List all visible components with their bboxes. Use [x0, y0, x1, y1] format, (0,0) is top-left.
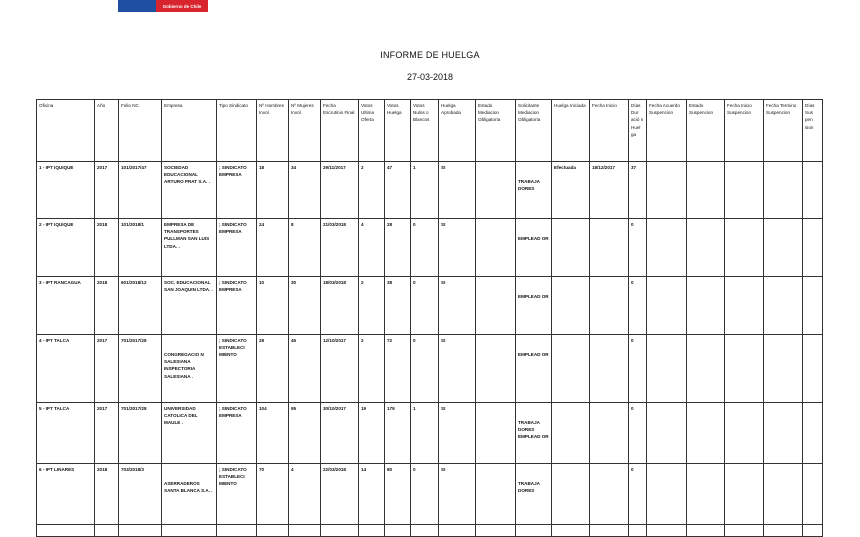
cell-hombres: 24	[257, 219, 289, 277]
cell-dias-duracion: 0	[629, 277, 647, 335]
logo-text: Gobierno de Chile	[162, 3, 202, 9]
cell-fecha-inicio	[590, 335, 629, 403]
cell-votos-huelga: 47	[385, 162, 411, 219]
cell-estado-suspencion	[687, 162, 725, 219]
cell-solicitante-mediacion: EMPLEAD OR	[516, 335, 552, 403]
col-header-mujeres: Nº Mujeres Invol.	[289, 100, 321, 162]
cell-fecha-acuerdo-suspencion	[647, 403, 687, 464]
cell-huelga-aprobada: SI	[439, 219, 476, 277]
col-header-tipo-sindicato: Tipo Sindicato	[217, 100, 257, 162]
cell-solicitante-mediacion: EMPLEAD OR	[516, 277, 552, 335]
cell-empty	[257, 525, 289, 537]
cell-tipo-sindicato: ; SINDICATO EMPRESA	[217, 162, 257, 219]
cell-huelga-aprobada: SI	[439, 335, 476, 403]
cell-oficina: 4 - IPT TALCA	[37, 335, 95, 403]
cell-huelga-iniciada	[552, 219, 590, 277]
col-header-huelga-aprobada: Huelga Aprobada	[439, 100, 476, 162]
cell-votos-nulos: 1	[411, 162, 439, 219]
cell-votos-ultima-oferta: 2	[359, 277, 385, 335]
col-header-fecha-inicio: Fecha Inicio	[590, 100, 629, 162]
cell-ano: 2018	[95, 219, 119, 277]
cell-fecha-acuerdo-suspencion	[647, 219, 687, 277]
cell-empty	[37, 525, 95, 537]
cell-empty	[725, 525, 764, 537]
cell-huelga-iniciada	[552, 403, 590, 464]
cell-fecha-inicio-suspencion	[725, 335, 764, 403]
cell-empresa: UNIVERSIDAD CATOLICA DEL MAULE .	[162, 403, 217, 464]
cell-tipo-sindicato: ; SINDICATO ESTABLECI MIENTO	[217, 464, 257, 525]
cell-empty	[321, 525, 359, 537]
cell-estado-suspencion	[687, 277, 725, 335]
cell-empty	[552, 525, 590, 537]
cell-estado-suspencion	[687, 219, 725, 277]
cell-empty	[359, 525, 385, 537]
cell-fecha-inicio-suspencion	[725, 464, 764, 525]
cell-mujeres: 95	[289, 403, 321, 464]
logo-blue-block	[118, 0, 156, 12]
cell-dias-suspension	[803, 335, 823, 403]
cell-hombres: 10	[257, 277, 289, 335]
cell-empty	[803, 525, 823, 537]
cell-votos-huelga: 179	[385, 403, 411, 464]
cell-ano: 2017	[95, 403, 119, 464]
cell-folio: 701/2017/28	[119, 403, 162, 464]
cell-fecha-termino-suspencion	[764, 219, 803, 277]
cell-votos-huelga: 28	[385, 219, 411, 277]
cell-empty	[687, 525, 725, 537]
table-row	[37, 464, 823, 525]
col-header-solicitante-mediacion: Solicitante Mediacion Obligatoria	[516, 100, 552, 162]
cell-hombres: 28	[257, 335, 289, 403]
cell-folio: 703/2018/3	[119, 464, 162, 525]
cell-fecha-termino-suspencion	[764, 277, 803, 335]
table-row	[37, 335, 823, 403]
cell-votos-nulos: 0	[411, 277, 439, 335]
cell-dias-suspension	[803, 464, 823, 525]
cell-empty	[411, 525, 439, 537]
cell-fecha-escrutinio: 18/03/2018	[321, 277, 359, 335]
cell-estado-suspencion	[687, 403, 725, 464]
table-row	[37, 277, 823, 335]
col-header-huelga-iniciada: Huelga Iniciada	[552, 100, 590, 162]
cell-oficina: 2 - IPT IQUIQUE	[37, 219, 95, 277]
cell-fecha-termino-suspencion	[764, 403, 803, 464]
cell-estado-mediacion	[476, 162, 516, 219]
col-header-fecha-escrutinio: Fecha Escrutinio Final	[321, 100, 359, 162]
cell-empty	[629, 525, 647, 537]
cell-empty	[289, 525, 321, 537]
col-header-empresa: Empresa	[162, 100, 217, 162]
cell-oficina: 1 - IPT IQUIQUE	[37, 162, 95, 219]
cell-estado-mediacion	[476, 277, 516, 335]
cell-mujeres: 34	[289, 162, 321, 219]
cell-fecha-inicio: 18/12/2017	[590, 162, 629, 219]
cell-huelga-iniciada: Efectuada	[552, 162, 590, 219]
cell-fecha-escrutinio: 21/03/2018	[321, 219, 359, 277]
cell-fecha-termino-suspencion	[764, 335, 803, 403]
cell-votos-ultima-oferta: 2	[359, 335, 385, 403]
cell-empresa: SOC. EDUCACIONAL SAN JOAQUIN LTDA. .	[162, 277, 217, 335]
cell-ano: 2018	[95, 277, 119, 335]
col-header-fecha-inicio-suspencion: Fecha Inicio Suspencion	[725, 100, 764, 162]
cell-empty	[95, 525, 119, 537]
cell-empty	[217, 525, 257, 537]
cell-fecha-inicio-suspencion	[725, 403, 764, 464]
cell-votos-huelga: 38	[385, 277, 411, 335]
cell-empty	[476, 525, 516, 537]
cell-mujeres: 8	[289, 219, 321, 277]
cell-empty	[516, 525, 552, 537]
cell-votos-ultima-oferta: 19	[359, 403, 385, 464]
cell-dias-duracion: 0	[629, 403, 647, 464]
cell-fecha-termino-suspencion	[764, 162, 803, 219]
table-row	[37, 403, 823, 464]
cell-estado-suspencion	[687, 335, 725, 403]
cell-ano: 2018	[95, 464, 119, 525]
col-header-votos-huelga: Votos Huelga	[385, 100, 411, 162]
table-row-partial	[37, 525, 823, 537]
cell-empresa: CONGREGACIO N SALESIANA INSPECTORIA SALESIANA .	[162, 335, 217, 403]
cell-tipo-sindicato: ; SINDICATO ESTABLECI MIENTO	[217, 335, 257, 403]
cell-estado-mediacion	[476, 335, 516, 403]
cell-solicitante-mediacion: TRABAJA DORES	[516, 162, 552, 219]
cell-ano: 2017	[95, 162, 119, 219]
cell-fecha-escrutinio: 22/03/2018	[321, 464, 359, 525]
cell-hombres: 18	[257, 162, 289, 219]
table-row	[37, 219, 823, 277]
cell-empresa: ASERRADEROS SANTA BLANCA S.A. .	[162, 464, 217, 525]
cell-tipo-sindicato: ; SINDICATO EMPRESA	[217, 277, 257, 335]
cell-oficina: 6 - IPT LINARES	[37, 464, 95, 525]
cell-huelga-aprobada: SI	[439, 277, 476, 335]
col-header-oficina: Oficina	[37, 100, 95, 162]
report-date: 27-03-2018	[406, 72, 454, 82]
cell-empty	[439, 525, 476, 537]
cell-fecha-inicio	[590, 219, 629, 277]
col-header-votos-nulos: Votos Nulos o Blancos	[411, 100, 439, 162]
cell-estado-suspencion	[687, 464, 725, 525]
col-header-dias-suspension: Días Sus pen sion	[803, 100, 823, 162]
cell-dias-duracion: 0	[629, 464, 647, 525]
table-header-row	[37, 100, 823, 162]
cell-votos-nulos: 0	[411, 464, 439, 525]
cell-votos-nulos: 0	[411, 335, 439, 403]
cell-ano: 2017	[95, 335, 119, 403]
col-header-estado-suspencion: Estado Suspencion	[687, 100, 725, 162]
report-title: INFORME DE HUELGA	[380, 50, 480, 60]
col-header-votos-ultima-oferta: Votos Ultima Oferta	[359, 100, 385, 162]
cell-empresa: SOCIEDAD EDUCACIONAL ARTURO PRAT S.A. .	[162, 162, 217, 219]
cell-folio: 601/2018/12	[119, 277, 162, 335]
cell-fecha-inicio-suspencion	[725, 219, 764, 277]
cell-tipo-sindicato: ; SINDICATO EMPRESA	[217, 219, 257, 277]
cell-oficina: 3 - IPT RANCAGUA	[37, 277, 95, 335]
strike-report-table	[36, 99, 823, 537]
cell-empty	[162, 525, 217, 537]
cell-fecha-escrutinio: 30/10/2017	[321, 403, 359, 464]
cell-dias-duracion: 0	[629, 335, 647, 403]
cell-fecha-termino-suspencion	[764, 464, 803, 525]
cell-fecha-acuerdo-suspencion	[647, 464, 687, 525]
cell-huelga-iniciada	[552, 277, 590, 335]
cell-fecha-acuerdo-suspencion	[647, 335, 687, 403]
gobierno-de-chile-logo	[118, 0, 208, 12]
col-header-fecha-acuerdo-suspencion: Fecha Acuerdo Suspencion	[647, 100, 687, 162]
cell-votos-ultima-oferta: 4	[359, 219, 385, 277]
table-row	[37, 162, 823, 219]
cell-empty	[590, 525, 629, 537]
cell-dias-suspension	[803, 162, 823, 219]
cell-fecha-acuerdo-suspencion	[647, 162, 687, 219]
cell-solicitante-mediacion: EMPLEAD OR	[516, 219, 552, 277]
logo-red-block	[156, 0, 208, 12]
col-header-dias-duracion: Días Dur ació n Huel ga	[629, 100, 647, 162]
cell-mujeres: 30	[289, 277, 321, 335]
cell-huelga-aprobada: SI	[439, 403, 476, 464]
cell-empresa: EMPRESA DE TRANSPORTES PULLMAN SAN LUIS LTDA. .	[162, 219, 217, 277]
cell-fecha-inicio-suspencion	[725, 277, 764, 335]
cell-empty	[119, 525, 162, 537]
cell-empty	[647, 525, 687, 537]
col-header-estado-mediacion: Estado Mediacion Obligatoria	[476, 100, 516, 162]
cell-votos-huelga: 72	[385, 335, 411, 403]
cell-fecha-inicio	[590, 403, 629, 464]
cell-estado-mediacion	[476, 464, 516, 525]
cell-huelga-iniciada	[552, 464, 590, 525]
cell-empty	[385, 525, 411, 537]
cell-hombres: 70	[257, 464, 289, 525]
cell-folio: 101/2018/1	[119, 219, 162, 277]
cell-dias-duracion: 0	[629, 219, 647, 277]
col-header-hombres: Nº Hombres Invol.	[257, 100, 289, 162]
cell-folio: 701/2017/28	[119, 335, 162, 403]
cell-dias-suspension	[803, 403, 823, 464]
cell-estado-mediacion	[476, 219, 516, 277]
cell-huelga-aprobada: SI	[439, 464, 476, 525]
col-header-ano: Año	[95, 100, 119, 162]
cell-folio: 101/2017/47	[119, 162, 162, 219]
cell-huelga-iniciada	[552, 335, 590, 403]
cell-votos-ultima-oferta: 2	[359, 162, 385, 219]
cell-fecha-escrutinio: 12/10/2017	[321, 335, 359, 403]
cell-dias-suspension	[803, 219, 823, 277]
cell-votos-huelga: 80	[385, 464, 411, 525]
cell-votos-ultima-oferta: 14	[359, 464, 385, 525]
cell-tipo-sindicato: ; SINDICATO EMPRESA	[217, 403, 257, 464]
cell-solicitante-mediacion: TRABAJA DORES EMPLEAD OR	[516, 403, 552, 464]
cell-votos-nulos: 1	[411, 403, 439, 464]
cell-fecha-escrutinio: 29/11/2017	[321, 162, 359, 219]
cell-hombres: 104	[257, 403, 289, 464]
cell-dias-suspension	[803, 277, 823, 335]
cell-fecha-inicio	[590, 464, 629, 525]
cell-solicitante-mediacion: TRABAJA DORES	[516, 464, 552, 525]
cell-oficina: 5 - IPT TALCA	[37, 403, 95, 464]
cell-estado-mediacion	[476, 403, 516, 464]
cell-fecha-acuerdo-suspencion	[647, 277, 687, 335]
cell-fecha-inicio-suspencion	[725, 162, 764, 219]
cell-mujeres: 4	[289, 464, 321, 525]
cell-votos-nulos: 0	[411, 219, 439, 277]
cell-huelga-aprobada: SI	[439, 162, 476, 219]
cell-empty	[764, 525, 803, 537]
col-header-fecha-termino-suspencion: Fecha Termino Suspencion	[764, 100, 803, 162]
cell-dias-duracion: 37	[629, 162, 647, 219]
col-header-folio-nc: Folio NC	[119, 100, 162, 162]
cell-fecha-inicio	[590, 277, 629, 335]
cell-mujeres: 45	[289, 335, 321, 403]
